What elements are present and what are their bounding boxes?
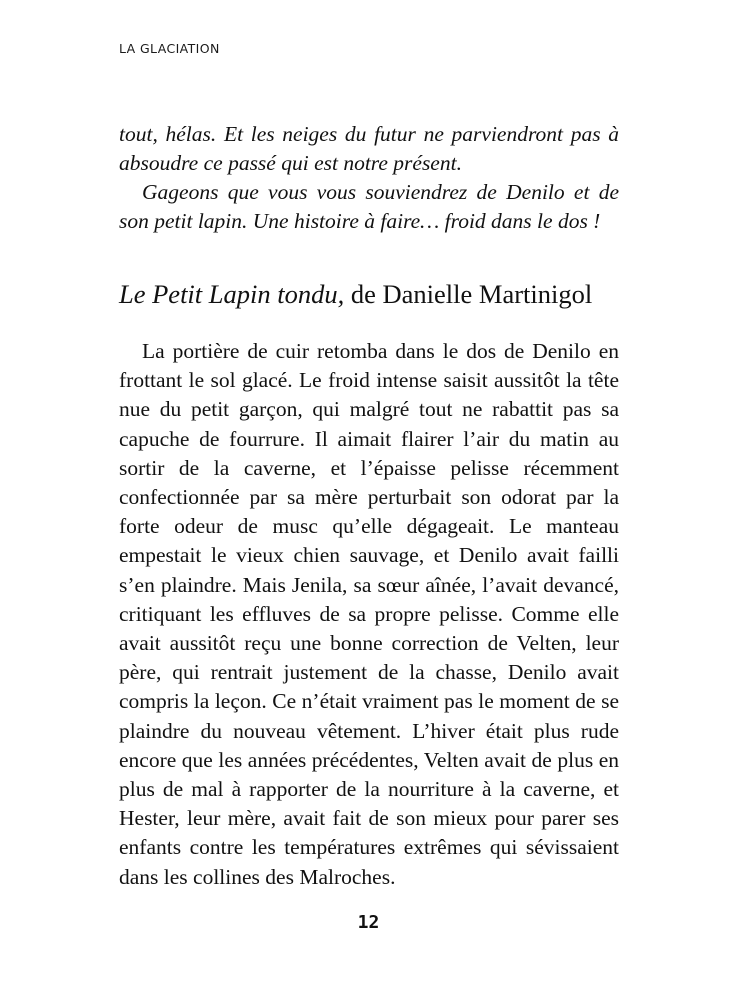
intro-paragraph-1: tout, hélas. Et les neiges du futur ne parviendront pas à absoudre ce passé qui est notre présent. [119,122,619,175]
story-author: de Danielle Martinigol [344,279,593,309]
intro-paragraph-2: Gageons que vous vous souviendrez de Denilo et de son petit lapin. Une histoire à faire… froid dans le dos ! [119,180,619,233]
story-body [119,337,619,892]
running-head: LA GLACIATION [119,41,220,56]
page-number: 12 [357,912,380,933]
story-title [119,279,639,310]
story-paragraph: La portière de cuir retomba dans le dos de Denilo en frottant le sol glacé. Le froid intense saisit aussitôt la tête nue du petit garçon, qui malgré tout ne rabattit pas sa capuche de fourrure. Il aimait flairer l’air du matin au sortir de la caverne, et l’épaisse pelisse récemment confectionnée par sa mère perturbait son odorat par la forte odeur de musc qu’elle dégageait. Le manteau empestait le vieux chien sauvage, et Denilo avait failli s’en plaindre. Mais Jenila, sa sœur aînée, l’avait devancé, critiquant les effluves de sa propre pelisse. Comme elle avait aussitôt reçu une bonne correction de Velten, leur père, qui rentrait justement de la chasse, Denilo avait compris la leçon. Ce n’était vraiment pas le moment de se plaindre du nouveau vêtement. L’hiver était plus rude encore que les années précédentes, Velten avait de plus en plus de mal à rapporter de la nourriture à la caverne, et Hester, leur mère, avait fait de son mieux pour parer ses enfants contre les températures extrêmes qui sévissaient dans les collines des Malroches. [119,339,619,889]
story-title-italic: Le Petit Lapin tondu, [119,279,345,309]
intro-text [119,120,619,236]
